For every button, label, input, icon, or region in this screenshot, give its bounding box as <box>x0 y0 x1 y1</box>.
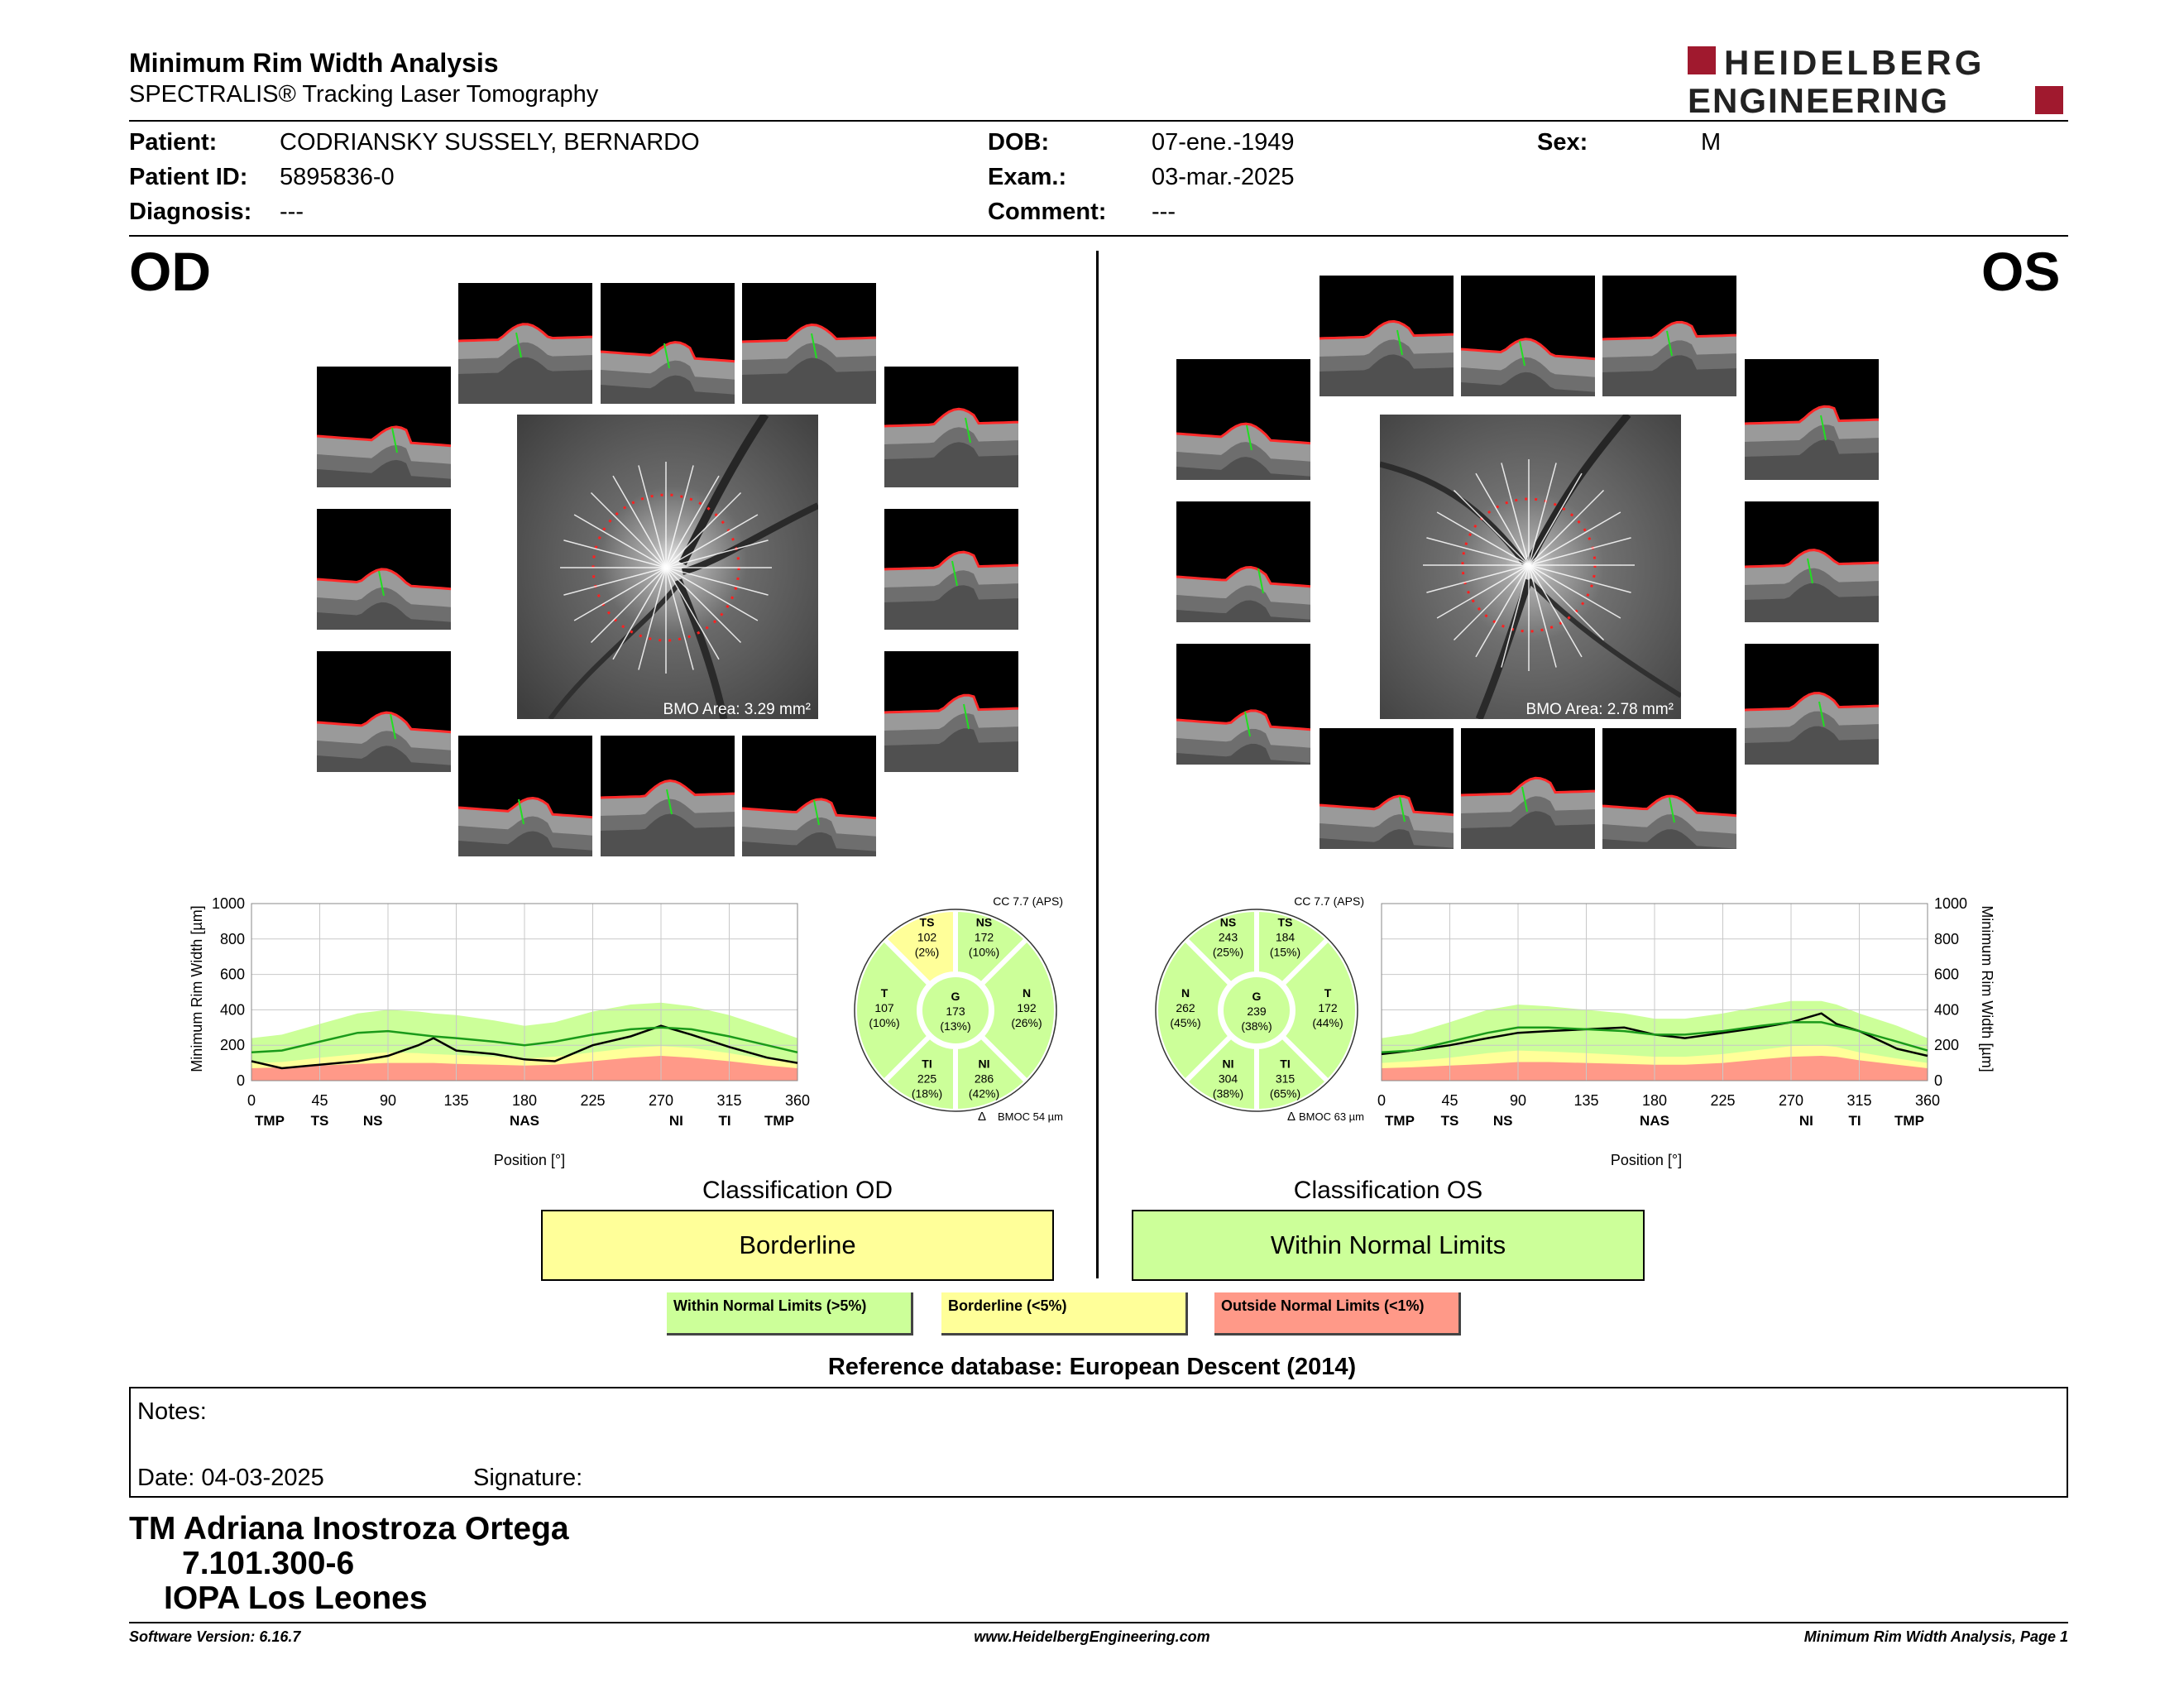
pie-label-ts: 184 <box>1275 930 1296 944</box>
diagnosis-value: --- <box>280 199 304 225</box>
reference-database: Reference database: European Descent (2014) <box>827 1354 1357 1380</box>
x-tick-label: 360 <box>1914 1092 1941 1109</box>
fundus-image-od <box>517 415 818 719</box>
oct-bscan-tile <box>1176 501 1310 622</box>
pie-label-ni: NI <box>978 1057 990 1071</box>
oct-bscan-tile <box>601 736 735 856</box>
logo-square-top <box>1688 46 1716 74</box>
oct-bscan-tile <box>317 509 451 630</box>
logo-square-bottom <box>2035 86 2063 114</box>
classification-box-os <box>1132 1210 1645 1281</box>
sector-tick-label: TI <box>718 1113 731 1129</box>
pie-label-ni: 304 <box>1218 1072 1238 1086</box>
diagnosis-label: Diagnosis: <box>129 199 252 225</box>
y-tick-label: 800 <box>1934 930 1960 947</box>
mrw-graph-od <box>182 894 827 1175</box>
fundus-svg-os <box>1380 415 1681 719</box>
notes-label: Notes: <box>137 1398 207 1425</box>
oct-bscan-tile <box>742 736 876 856</box>
x-tick-label: 360 <box>784 1092 811 1109</box>
oct-bscan-tile <box>1602 728 1736 849</box>
pie-label-ns: (25%) <box>1212 945 1244 959</box>
dob-value: 07-ene.-1949 <box>1152 129 1295 156</box>
y-tick-label: 1000 <box>1934 895 1968 912</box>
sector-tick-label: NAS <box>1640 1113 1669 1129</box>
oct-bscan-tile <box>1745 501 1879 622</box>
pie-label-ns: NS <box>1219 915 1237 929</box>
x-tick-label: 90 <box>379 1092 397 1109</box>
pie-label-n: (26%) <box>1011 1016 1042 1029</box>
pie-label-ni: NI <box>1222 1057 1234 1071</box>
x-tick-label: 180 <box>1641 1092 1668 1109</box>
legend-outside-normal-label: Outside Normal Limits (<1%) <box>1221 1297 1425 1314</box>
patient-name: CODRIANSKY SUSSELY, BERNARDO <box>280 129 700 156</box>
classification-title-os: Classification OS <box>1293 1177 1483 1204</box>
cc-os: CC 7.7 (APS) <box>1294 894 1364 908</box>
legend-outside-normal <box>1214 1292 1461 1336</box>
pie-label-n: (45%) <box>1170 1016 1201 1029</box>
heidelberg-logo <box>1688 43 2068 117</box>
oct-bscan-tile <box>458 736 592 856</box>
classification-value-os: Within Normal Limits <box>1270 1230 1506 1259</box>
oct-bscan-tile <box>458 283 592 404</box>
x-tick-label: 315 <box>716 1092 742 1109</box>
y-axis-label-od: Minimum Rim Width [µm] <box>189 905 205 1072</box>
dob-label: DOB: <box>988 129 1050 156</box>
pie-label-t: 107 <box>874 1001 894 1014</box>
patient-id: 5895836-0 <box>280 164 395 190</box>
stamp-rut: 7.101.300-6 <box>182 1546 355 1581</box>
y-axis-label-os: Minimum Rim Width [µm] <box>1979 905 1995 1072</box>
oct-bscan-tile <box>1176 359 1310 480</box>
eye-divider <box>1096 251 1099 1278</box>
pie-label-ti: TI <box>922 1057 932 1071</box>
x-tick-label: 225 <box>580 1092 606 1109</box>
x-tick-label: 270 <box>1778 1092 1804 1109</box>
pie-label-g: G <box>951 990 960 1003</box>
sector-tick-label: NS <box>362 1113 383 1129</box>
classification-title-od: Classification OD <box>702 1177 893 1204</box>
legend-borderline <box>941 1292 1188 1336</box>
sector-tick-label: TMP <box>1894 1113 1924 1129</box>
sector-tick-label: NI <box>668 1113 683 1129</box>
pie-label-t: (44%) <box>1312 1016 1343 1029</box>
bmoc-od: BMOC 54 µm <box>997 1110 1063 1123</box>
pie-label-n: 192 <box>1017 1001 1037 1014</box>
sector-tick-label: TS <box>310 1113 329 1129</box>
y-tick-label: 600 <box>219 966 245 983</box>
y-tick-label: 800 <box>219 930 245 947</box>
footer-divider <box>129 1622 2068 1623</box>
sector-tick-label: NI <box>1798 1113 1813 1129</box>
sector-tick-label: TMP <box>255 1113 285 1129</box>
comment-value: --- <box>1152 199 1176 225</box>
header-divider <box>129 120 2068 122</box>
delta-icon-os: Δ <box>1286 1110 1296 1124</box>
eye-label-os: OS <box>1981 241 2061 302</box>
classification-box-od <box>541 1210 1054 1281</box>
x-tick-label: 45 <box>1441 1092 1458 1109</box>
oct-bscan-tile <box>1320 728 1454 849</box>
pie-label-n: N <box>1022 986 1032 1000</box>
y-tick-label: 200 <box>219 1037 245 1054</box>
stamp-org: IOPA Los Leones <box>164 1580 428 1616</box>
pie-label-ts: (2%) <box>914 945 940 959</box>
oct-bscan-tile <box>884 367 1018 487</box>
x-tick-label: 45 <box>311 1092 328 1109</box>
pie-label-g: 173 <box>946 1005 965 1018</box>
report-subtitle: SPECTRALIS® Tracking Laser Tomography <box>129 81 599 108</box>
oct-bscan-tile <box>742 283 876 404</box>
y-tick-label: 0 <box>1934 1072 1943 1089</box>
x-tick-label: 315 <box>1846 1092 1872 1109</box>
oct-bscan-tile <box>601 283 735 404</box>
classification-value-od: Borderline <box>739 1230 856 1259</box>
oct-bscan-tile <box>1745 644 1879 765</box>
pie-label-ti: 315 <box>1275 1072 1296 1086</box>
report-title: Minimum Rim Width Analysis <box>129 48 499 78</box>
footer-page: Minimum Rim Width Analysis, Page 1 <box>1803 1628 2068 1645</box>
pie-label-ti: (65%) <box>1269 1086 1301 1101</box>
pie-label-ti: 225 <box>917 1072 937 1086</box>
pie-label-ts: (15%) <box>1269 945 1301 959</box>
software-version: Software Version: 6.16.7 <box>129 1628 301 1645</box>
legend-borderline-label: Borderline (<5%) <box>948 1297 1067 1314</box>
x-tick-label: 0 <box>247 1092 256 1109</box>
sex-value: M <box>1701 129 1722 156</box>
info-divider <box>129 235 2068 237</box>
oct-bscan-tile <box>1461 728 1595 849</box>
logo-line2: ENGINEERING <box>1688 81 1950 117</box>
y-tick-label: 600 <box>1934 966 1960 983</box>
y-tick-label: 400 <box>219 1001 245 1019</box>
exam-label: Exam.: <box>988 164 1067 190</box>
pie-label-n: N <box>1181 986 1190 1000</box>
bmo-area-od: BMO Area: 3.29 mm² <box>663 701 811 718</box>
x-tick-label: 225 <box>1710 1092 1736 1109</box>
oct-bscan-tile <box>1176 644 1310 765</box>
sector-pie-os <box>1137 890 1377 1130</box>
notes-box <box>129 1387 2068 1498</box>
x-tick-label: 135 <box>1573 1092 1599 1109</box>
comment-label: Comment: <box>988 199 1107 225</box>
pie-label-g: (13%) <box>940 1019 971 1033</box>
sector-tick-label: TMP <box>1385 1113 1415 1129</box>
y-tick-label: 1000 <box>211 895 245 912</box>
sex-label: Sex: <box>1537 129 1588 156</box>
eye-label-od: OD <box>129 241 211 302</box>
pie-label-ti: TI <box>1280 1057 1291 1071</box>
pie-label-t: T <box>880 986 888 1000</box>
legend-within-normal-label: Within Normal Limits (>5%) <box>673 1297 867 1314</box>
oct-bscan-tile <box>1745 359 1879 480</box>
y-tick-label: 400 <box>1934 1001 1960 1019</box>
oct-bscan-tile <box>317 651 451 772</box>
pie-label-n: 262 <box>1176 1001 1195 1014</box>
oct-bscan-tile <box>884 651 1018 772</box>
pie-label-ns: 172 <box>974 930 994 944</box>
x-tick-label: 270 <box>648 1092 674 1109</box>
x-tick-label: 0 <box>1377 1092 1387 1109</box>
sector-tick-label: NAS <box>510 1113 539 1129</box>
pie-label-ni: 286 <box>974 1072 994 1086</box>
cc-od: CC 7.7 (APS) <box>993 894 1063 908</box>
pie-label-g: (38%) <box>1241 1019 1272 1033</box>
x-tick-label: 90 <box>1509 1092 1527 1109</box>
exam-value: 03-mar.-2025 <box>1152 164 1295 190</box>
x-axis-label-os: Position [°] <box>1610 1152 1683 1168</box>
mrw-graph-os <box>1357 894 2002 1175</box>
pie-label-ns: (10%) <box>968 945 1000 959</box>
x-axis-label-od: Position [°] <box>493 1152 566 1168</box>
footer-url: www.HeidelbergEngineering.com <box>974 1628 1210 1645</box>
patient-label: Patient: <box>129 129 218 156</box>
pie-label-ti: (18%) <box>911 1086 943 1101</box>
notes-date: Date: 04-03-2025 <box>137 1465 324 1491</box>
x-tick-label: 135 <box>443 1092 469 1109</box>
delta-icon-od: Δ <box>977 1110 986 1124</box>
fundus-svg-od <box>517 415 818 719</box>
sector-tick-label: TI <box>1848 1113 1861 1129</box>
legend-within-normal <box>667 1292 913 1336</box>
notes-signature: Signature: <box>473 1465 583 1491</box>
logo-line1: HEIDELBERG <box>1724 43 1985 82</box>
sector-tick-label: TS <box>1440 1113 1459 1129</box>
oct-bscan-tile <box>1602 276 1736 396</box>
scan-lines-od <box>560 462 772 674</box>
oct-bscan-tile <box>884 509 1018 630</box>
sector-pie-od <box>836 890 1075 1130</box>
pie-label-ns: 243 <box>1218 930 1238 944</box>
pie-label-ts: 102 <box>917 930 937 944</box>
x-tick-label: 180 <box>511 1092 538 1109</box>
sector-tick-label: NS <box>1492 1113 1513 1129</box>
fundus-image-os <box>1380 415 1681 719</box>
pie-label-ni: (38%) <box>1212 1086 1244 1101</box>
y-tick-label: 0 <box>236 1072 245 1089</box>
sector-tick-label: TMP <box>764 1113 794 1129</box>
pie-label-ts: TS <box>1277 915 1293 929</box>
pie-label-t: T <box>1324 986 1332 1000</box>
pie-label-ni: (42%) <box>968 1086 1000 1101</box>
pie-label-ts: TS <box>919 915 935 929</box>
pie-label-t: (10%) <box>869 1016 900 1029</box>
pie-label-t: 172 <box>1318 1001 1338 1014</box>
oct-bscan-tile <box>1320 276 1454 396</box>
pie-label-g: G <box>1252 990 1262 1003</box>
stamp-name: TM Adriana Inostroza Ortega <box>129 1511 569 1547</box>
oct-bscan-tile <box>317 367 451 487</box>
scan-lines-os <box>1423 459 1635 671</box>
y-tick-label: 200 <box>1934 1037 1960 1054</box>
oct-bscan-tile <box>1461 276 1595 396</box>
bmoc-os: BMOC 63 µm <box>1298 1110 1364 1123</box>
patient-id-label: Patient ID: <box>129 164 248 190</box>
bmo-area-os: BMO Area: 2.78 mm² <box>1525 701 1674 718</box>
pie-label-ns: NS <box>975 915 993 929</box>
pie-label-g: 239 <box>1247 1005 1267 1018</box>
